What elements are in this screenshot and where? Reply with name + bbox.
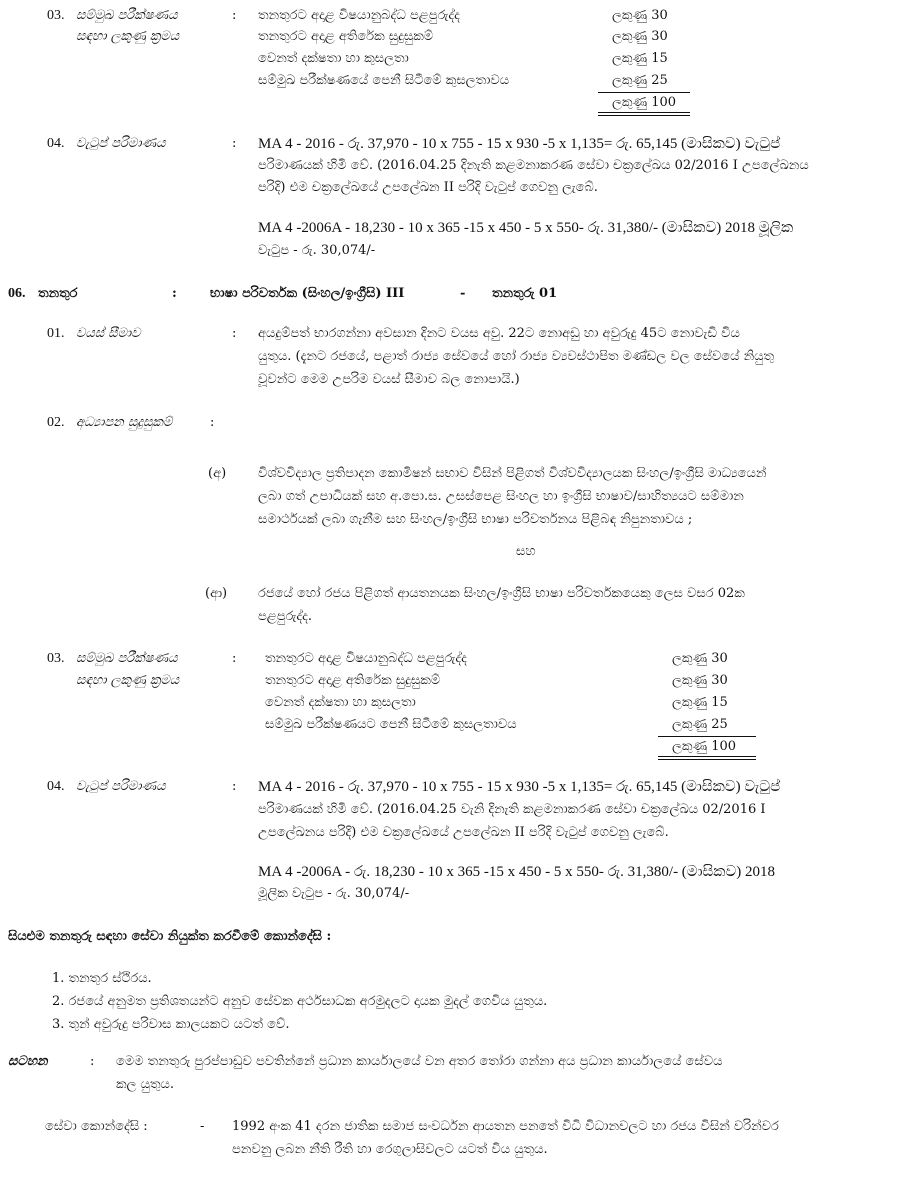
- s5-item03-title-line1: සම්මුඛ පරීක්ෂණය: [76, 8, 178, 23]
- s6-age-title: වයස් සීමාව: [76, 326, 141, 341]
- condition-item: 2. රජයේ අනුමත ප්‍රතිශතයන්ට අනුව සේවක අර්ථසාධක අරමුදලට දායක මුදල් ගෙවිය යුතුය.: [52, 994, 548, 1009]
- s6-age-colon: :: [232, 326, 237, 341]
- note-colon: :: [90, 1054, 95, 1069]
- s5-salary-line2: පරිමාණයක් හිමි වේ. (2016.04.25 දිනැති කළමනාකරණ සේවා චක්‍රලේඛය 02/2016 I උපලේඛනය: [258, 158, 809, 173]
- s6-colon: :: [172, 286, 177, 301]
- s6-item03-colon: :: [232, 651, 237, 666]
- s6-edu-number: 02.: [47, 415, 65, 430]
- s5-total-rule-bottom: [598, 112, 690, 113]
- s6-salary-line2: පරිමාණයක් හිමි වේ. (2016.04.25 වැනි දිනැති කළමනාකරණ සේවා චක්‍රලේඛය 02/2016 I: [258, 802, 766, 817]
- s6-edu-aa-label: (ආ): [205, 586, 228, 601]
- note-label: සටහන: [8, 1054, 48, 1069]
- s6-age-line1: අයදුම්පත් භාරගන්නා අවසාන දිනට වයස අවු. 22ට නොඅඩු හා අවුරුදු 45ට නොවැඩි විය: [258, 326, 740, 341]
- s6-label: තනතුර: [38, 286, 78, 301]
- service-line2: පනවනු ලබන නීති රීති හා රෙගුලාසිවලට යටත් විය යුතුය.: [232, 1142, 548, 1157]
- s6-total-rule-double: [658, 759, 756, 760]
- note-line1: මෙම තනතුරු පුරප්පාඩුව පවතින්නේ ප්‍රධාන කාර්යාලයේ වන අතර තෝරා ගන්නා අය ප්‍රධාන කාර්යාලයේ සේවය: [116, 1054, 723, 1069]
- s6-number: 06.: [8, 286, 26, 301]
- s6-item04-colon: :: [232, 779, 237, 794]
- s6-item04-number: 04.: [47, 779, 65, 794]
- s6-salary-line1: MA 4 - 2016 - රු. 37,970 - 10 x 755 - 15 x 930 -5 x 1,135= රු. 65,145 (මාසිකව) වැටුප්: [258, 779, 781, 795]
- s6-edu-aa-line1: රජයේ හෝ රජය පිළිගත් ආයතනයක සිංහල/ඉංග්‍රීසි භාෂා පරිවර්තකයෙකු ලෙස වසර 02ක: [258, 586, 745, 601]
- s6-age-line3: වූවන්ට මෙම උපරිම වයස් සීමාව බල නොපායි.): [258, 372, 520, 387]
- s5-marks-total: ලකුණු 100: [612, 95, 677, 110]
- s5-marks-row-label: වෙනත් දක්ෂතා හා කුසලතා: [258, 51, 409, 66]
- s5-item03-number: 03.: [47, 8, 65, 23]
- s6-item03-number: 03.: [47, 651, 65, 666]
- s6-marks-row-label: තනතුරට අදාළ අතිරේක සුදුසුකම්: [265, 673, 441, 688]
- s5-total-rule-double: [598, 115, 690, 116]
- note-line2: කල යුතුය.: [116, 1077, 174, 1092]
- s5-item04-colon: :: [232, 136, 237, 151]
- s5-salary-alt-line1: MA 4 -2006A - 18,230 - 10 x 365 -15 x 450 - 5 x 550- රු. 31,380/- (මාසිකව) 2018 මූලික: [258, 220, 794, 236]
- s5-salary-alt-line2: වැටුප - රු. 30,074/-: [258, 243, 376, 258]
- s5-salary-line3: පරිදි) එම චක්‍රලේඛයේ උපලේඛන II පරිදි වැටුප් ගෙවනු ලැබේ.: [258, 180, 598, 195]
- s6-marks-total: ලකුණු 100: [672, 739, 737, 754]
- s5-marks-row-value: ලකුණු 30: [612, 29, 668, 44]
- s6-marks-row-label: සම්මුඛ පරීක්ෂණයට පෙනී සිටීමේ කුසලතාවය: [265, 717, 517, 732]
- condition-item: 3. තුන් අවුරුදු පරිවාස කාලයකට යටත් වේ.: [52, 1017, 290, 1032]
- s6-marks-row-value: ලකුණු 30: [672, 651, 728, 666]
- s6-item03-title-line2: සඳහා ලකුණු ක්‍රමය: [76, 673, 180, 688]
- s6-post-title: භාෂා පරිවර්තක (සිංහල/ඉංග්‍රීසි) III: [210, 286, 405, 301]
- s6-dash: -: [460, 286, 466, 301]
- s5-item03-title-line2: සඳහා ලකුණු ක්‍රමය: [76, 29, 180, 44]
- s6-edu-colon: :: [210, 415, 215, 430]
- s6-edu-and: සහ: [516, 544, 536, 559]
- s6-salary-line3: උපලේඛනය පරිදි) එම චක්‍රලේඛයේ උපලේඛන II පරිදි වැටුප් ගෙවනු ලැබේ.: [258, 825, 669, 840]
- s5-marks-row-label: සම්මුඛ පරීක්ෂණයේ පෙනී සිටීමේ කුසලතාවය: [258, 73, 510, 88]
- s5-item03-colon: :: [232, 8, 237, 23]
- s6-edu-aa-line2: පළපුරුද්ද.: [258, 609, 313, 624]
- s6-age-line2: යුතුය. (දැනට රජයේ, පළාත් රාජ්‍ය සේවයේ හෝ රාජ්‍ය ව්‍යවස්ථාපිත මණ්ඩල වල සේවයේ නියුතු: [258, 349, 775, 364]
- service-dash: -: [200, 1119, 205, 1134]
- s6-total-rule-bottom: [658, 756, 756, 757]
- s6-edu-a-line2: ලබා ගත් උපාධියක් සහ අ.පො.ස. උසස්පෙළ සිංහල හා ඉංග්‍රීසි භාෂාව/සාහිත්‍යයට සම්මාන: [258, 489, 744, 504]
- s6-item04-title: වැටුප් පරිමාණය: [76, 779, 166, 794]
- s6-edu-title: අධ්‍යාපන සුදුසුකම්: [76, 415, 173, 430]
- s6-item03-title-line1: සම්මුඛ පරීක්ෂණය: [76, 651, 178, 666]
- s6-salary-alt-line2: මූලික වැටුප - රු. 30,074/-: [258, 886, 410, 901]
- s6-age-number: 01.: [47, 326, 65, 341]
- s6-salary-alt-line1: MA 4 -2006A - රු. 18,230 - 10 x 365 -15 x 450 - 5 x 550- රු. 31,380/- (මාසිකව) 2018: [258, 864, 776, 880]
- s6-marks-row-label: තනතුරට අදාළ විෂයානුබද්ධ පළපුරුද්ද: [265, 651, 467, 666]
- s5-salary-line1: MA 4 - 2016 - රු. 37,970 - 10 x 755 - 15 x 930 -5 x 1,135= රු. 65,145 (මාසිකව) වැටුප්: [258, 136, 781, 152]
- s6-marks-row-value: ලකුණු 25: [672, 717, 728, 732]
- s5-item04-number: 04.: [47, 136, 65, 151]
- s6-edu-a-label: (අ): [208, 466, 227, 481]
- s5-marks-row-value: ලකුණු 25: [612, 73, 668, 88]
- service-line1: 1992 අංක 41 දරන ජාතික සමාජ සංවර්ධන ආයතන පනතේ විධි විධානවලට හා රජය විසින් වරින්වර: [232, 1119, 779, 1134]
- service-label: සේවා කොන්දේසි :: [45, 1119, 148, 1134]
- s5-marks-row-label: තනතුරට අදාළ විෂයානුබද්ධ පළපුරුද්ද: [258, 8, 460, 23]
- s5-marks-row-value: ලකුණු 15: [612, 51, 668, 66]
- s6-post-count: තනතුරු 01: [492, 286, 558, 301]
- s5-marks-row-label: තනතුරට අදාළ අතිරේක සුදුසුකම්: [258, 29, 434, 44]
- s6-marks-row-label: වෙනත් දක්ෂතා හා කුසලතා: [265, 695, 416, 710]
- s6-marks-row-value: ලකුණු 15: [672, 695, 728, 710]
- s5-item04-title: වැටුප් පරිමාණය: [76, 136, 166, 151]
- s5-marks-row-value: ලකුණු 30: [612, 8, 668, 23]
- s6-edu-a-line3: සමාර්ථයක් ලබා ගැනීම සහ සිංහල/ඉංග්‍රීසි භාෂා පරිවර්තනය පිළිබඳ නිපුනතාවය ;: [258, 512, 693, 527]
- conditions-heading: සියළුම තනතුරු සඳහා සේවා නියුක්ත කරවීමේ කොන්දේසි :: [8, 929, 332, 944]
- condition-item: 1. තනතුර ස්ථිරය.: [52, 971, 152, 986]
- s6-edu-a-line1: විශ්වවිද්‍යාල ප්‍රතිපාදන කොමිෂන් සභාව විසින් පිළිගත් විශ්වවිද්‍යාලයක සිංහල/ඉංග්‍රීසි මාධ්‍යයෙන්: [258, 466, 767, 481]
- s5-total-rule-top: [598, 92, 690, 93]
- s6-marks-row-value: ලකුණු 30: [672, 673, 728, 688]
- s6-total-rule-top: [658, 736, 756, 737]
